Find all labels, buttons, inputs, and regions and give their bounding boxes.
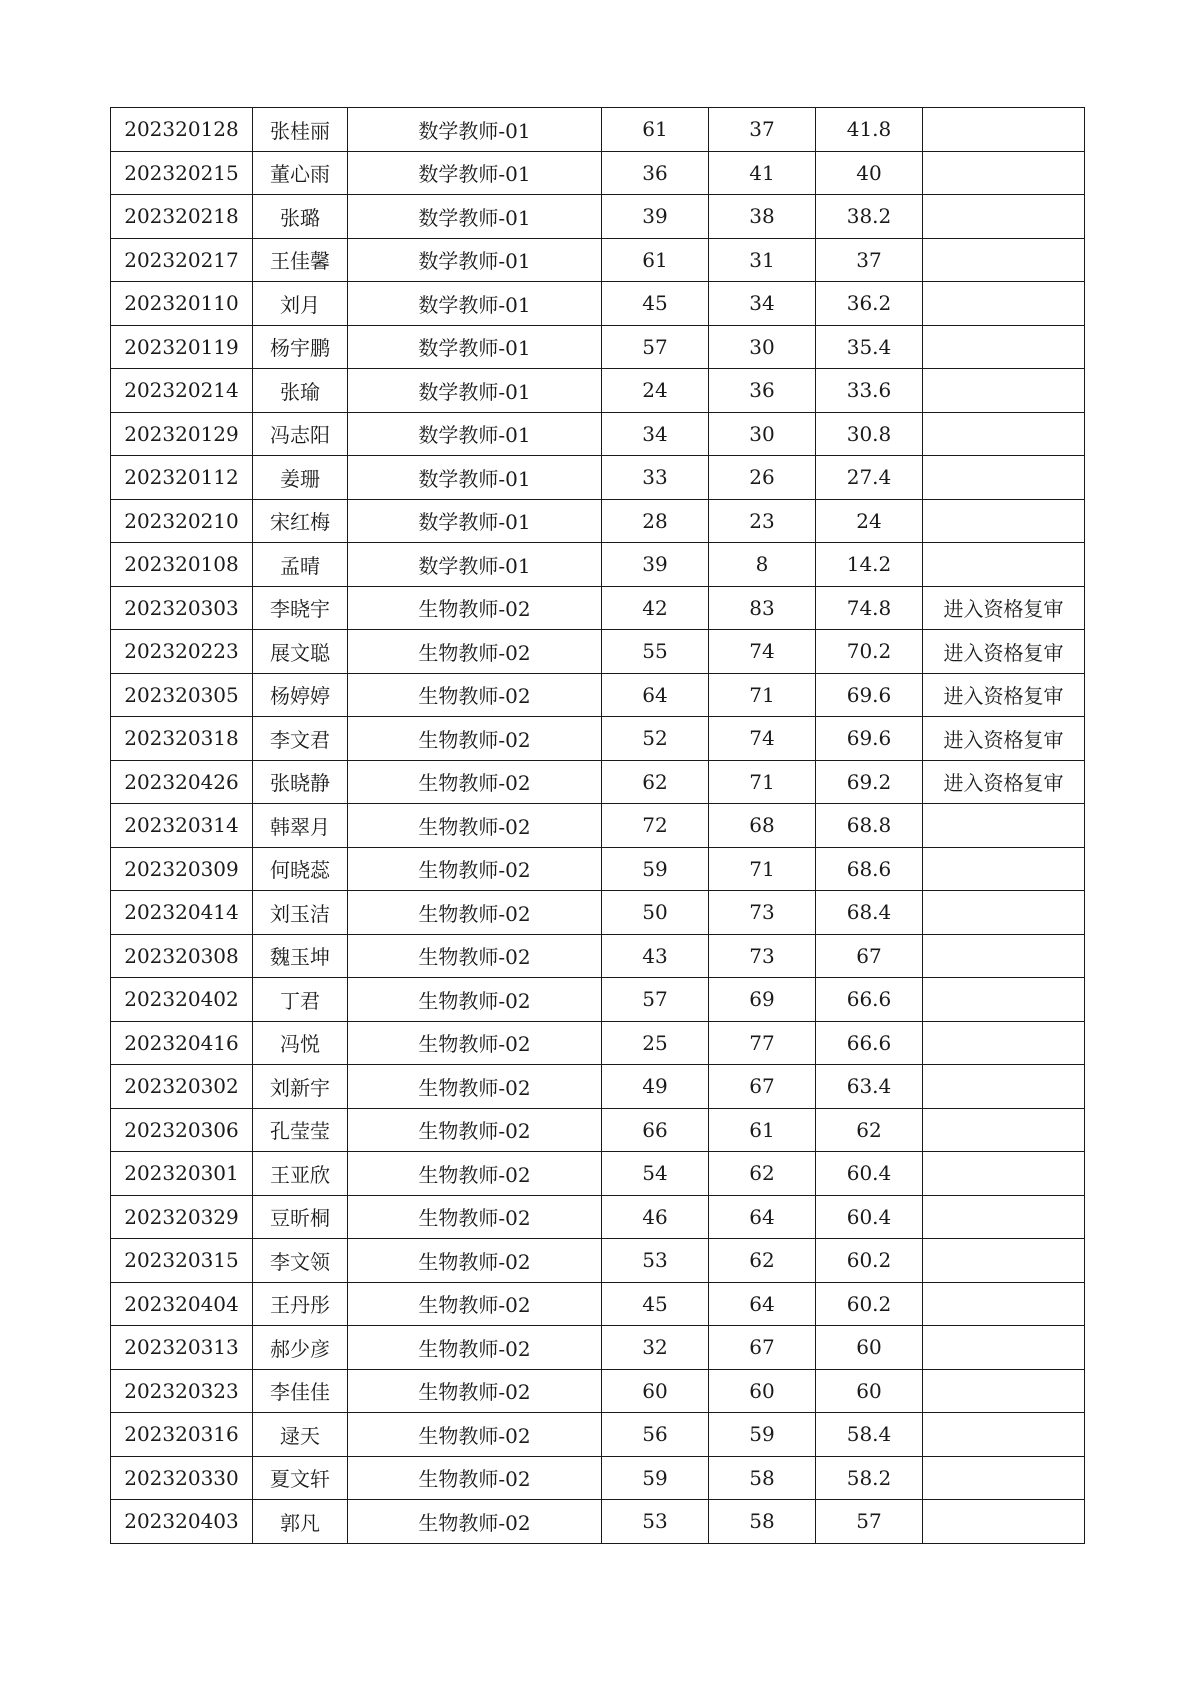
score-1-cell: 59 [602,1456,709,1500]
score-1-cell: 72 [602,804,709,848]
remark-cell [923,1195,1085,1239]
score-1-cell: 61 [602,108,709,152]
position-cell: 生物教师-02 [348,1239,602,1283]
candidate-id-cell: 202320414 [111,891,253,935]
candidate-id-cell: 202320313 [111,1326,253,1370]
candidate-name-cell: 张桂丽 [253,108,348,152]
candidate-id-cell: 202320316 [111,1413,253,1457]
table-row [111,1152,1085,1196]
candidate-id-cell: 202320329 [111,1195,253,1239]
candidate-id-cell: 202320306 [111,1108,253,1152]
total-score-cell: 60.2 [816,1239,923,1283]
score-1-cell: 52 [602,717,709,761]
candidate-name-cell: 李文君 [253,717,348,761]
score-1-cell: 28 [602,499,709,543]
total-score-cell: 69.6 [816,717,923,761]
candidate-id-cell: 202320314 [111,804,253,848]
table-row [111,891,1085,935]
candidate-id-cell: 202320303 [111,586,253,630]
table-row [111,499,1085,543]
table-row [111,1021,1085,1065]
candidate-id-cell: 202320330 [111,1456,253,1500]
score-1-cell: 43 [602,934,709,978]
score-2-cell: 61 [709,1108,816,1152]
candidate-name-cell: 王佳馨 [253,238,348,282]
score-2-cell: 59 [709,1413,816,1457]
position-cell: 数学教师-01 [348,282,602,326]
remark-cell [923,1413,1085,1457]
candidate-id-cell: 202320218 [111,195,253,239]
remark-cell [923,1021,1085,1065]
score-2-cell: 62 [709,1239,816,1283]
candidate-name-cell: 张璐 [253,195,348,239]
score-1-cell: 33 [602,456,709,500]
score-1-cell: 39 [602,543,709,587]
score-sheet [110,107,1084,1544]
candidate-id-cell: 202320309 [111,847,253,891]
score-table [110,107,1085,1544]
candidate-id-cell: 202320214 [111,369,253,413]
remark-cell [923,1152,1085,1196]
score-1-cell: 53 [602,1500,709,1544]
candidate-name-cell: 丁君 [253,978,348,1022]
candidate-id-cell: 202320129 [111,412,253,456]
candidate-id-cell: 202320110 [111,282,253,326]
score-2-cell: 74 [709,717,816,761]
total-score-cell: 63.4 [816,1065,923,1109]
candidate-name-cell: 王亚欣 [253,1152,348,1196]
score-2-cell: 67 [709,1326,816,1370]
candidate-name-cell: 王丹彤 [253,1282,348,1326]
candidate-id-cell: 202320403 [111,1500,253,1544]
remark-cell [923,847,1085,891]
table-row [111,717,1085,761]
table-row [111,760,1085,804]
table-row [111,1282,1085,1326]
candidate-id-cell: 202320402 [111,978,253,1022]
table-row [111,195,1085,239]
total-score-cell: 60.2 [816,1282,923,1326]
candidate-id-cell: 202320318 [111,717,253,761]
candidate-name-cell: 逯天 [253,1413,348,1457]
candidate-name-cell: 张晓静 [253,760,348,804]
score-1-cell: 32 [602,1326,709,1370]
table-row [111,1369,1085,1413]
total-score-cell: 62 [816,1108,923,1152]
candidate-id-cell: 202320215 [111,151,253,195]
position-cell: 数学教师-01 [348,238,602,282]
position-cell: 生物教师-02 [348,804,602,848]
total-score-cell: 68.8 [816,804,923,848]
total-score-cell: 37 [816,238,923,282]
total-score-cell: 68.4 [816,891,923,935]
score-2-cell: 83 [709,586,816,630]
position-cell: 生物教师-02 [348,1065,602,1109]
table-row [111,1500,1085,1544]
position-cell: 数学教师-01 [348,412,602,456]
candidate-name-cell: 杨宇鹏 [253,325,348,369]
candidate-id-cell: 202320416 [111,1021,253,1065]
candidate-id-cell: 202320108 [111,543,253,587]
score-1-cell: 64 [602,673,709,717]
candidate-id-cell: 202320210 [111,499,253,543]
score-1-cell: 61 [602,238,709,282]
table-row [111,325,1085,369]
remark-cell [923,1456,1085,1500]
candidate-id-cell: 202320301 [111,1152,253,1196]
score-2-cell: 69 [709,978,816,1022]
score-1-cell: 46 [602,1195,709,1239]
score-1-cell: 55 [602,630,709,674]
candidate-id-cell: 202320119 [111,325,253,369]
candidate-name-cell: 韩翠月 [253,804,348,848]
position-cell: 生物教师-02 [348,1021,602,1065]
position-cell: 生物教师-02 [348,1326,602,1370]
remark-cell [923,108,1085,152]
remark-cell: 进入资格复审 [923,630,1085,674]
candidate-name-cell: 李佳佳 [253,1369,348,1413]
remark-cell [923,151,1085,195]
total-score-cell: 57 [816,1500,923,1544]
score-2-cell: 37 [709,108,816,152]
remark-cell [923,238,1085,282]
remark-cell [923,1282,1085,1326]
score-2-cell: 23 [709,499,816,543]
total-score-cell: 66.6 [816,978,923,1022]
table-row [111,369,1085,413]
position-cell: 数学教师-01 [348,108,602,152]
position-cell: 生物教师-02 [348,847,602,891]
position-cell: 生物教师-02 [348,1282,602,1326]
score-1-cell: 56 [602,1413,709,1457]
position-cell: 生物教师-02 [348,891,602,935]
score-2-cell: 31 [709,238,816,282]
table-row [111,151,1085,195]
candidate-id-cell: 202320404 [111,1282,253,1326]
score-2-cell: 41 [709,151,816,195]
table-row [111,630,1085,674]
score-2-cell: 26 [709,456,816,500]
position-cell: 生物教师-02 [348,673,602,717]
table-row [111,412,1085,456]
remark-cell [923,499,1085,543]
score-1-cell: 34 [602,412,709,456]
candidate-id-cell: 202320112 [111,456,253,500]
candidate-name-cell: 豆昕桐 [253,1195,348,1239]
position-cell: 数学教师-01 [348,499,602,543]
total-score-cell: 24 [816,499,923,543]
candidate-name-cell: 魏玉坤 [253,934,348,978]
candidate-id-cell: 202320302 [111,1065,253,1109]
position-cell: 生物教师-02 [348,934,602,978]
table-row [111,1195,1085,1239]
score-2-cell: 34 [709,282,816,326]
candidate-id-cell: 202320217 [111,238,253,282]
score-2-cell: 71 [709,760,816,804]
total-score-cell: 70.2 [816,630,923,674]
table-row [111,847,1085,891]
score-2-cell: 73 [709,891,816,935]
score-1-cell: 45 [602,282,709,326]
candidate-name-cell: 李晓宇 [253,586,348,630]
score-1-cell: 42 [602,586,709,630]
table-row [111,1326,1085,1370]
score-1-cell: 66 [602,1108,709,1152]
total-score-cell: 69.2 [816,760,923,804]
total-score-cell: 58.4 [816,1413,923,1457]
remark-cell [923,1369,1085,1413]
candidate-id-cell: 202320323 [111,1369,253,1413]
score-2-cell: 58 [709,1456,816,1500]
remark-cell [923,1065,1085,1109]
total-score-cell: 30.8 [816,412,923,456]
position-cell: 数学教师-01 [348,543,602,587]
candidate-name-cell: 刘新宇 [253,1065,348,1109]
total-score-cell: 74.8 [816,586,923,630]
candidate-name-cell: 姜珊 [253,456,348,500]
remark-cell [923,1326,1085,1370]
candidate-id-cell: 202320305 [111,673,253,717]
total-score-cell: 68.6 [816,847,923,891]
total-score-cell: 69.6 [816,673,923,717]
candidate-name-cell: 宋红梅 [253,499,348,543]
score-2-cell: 58 [709,1500,816,1544]
score-1-cell: 59 [602,847,709,891]
score-2-cell: 64 [709,1195,816,1239]
score-1-cell: 36 [602,151,709,195]
candidate-id-cell: 202320128 [111,108,253,152]
score-1-cell: 62 [602,760,709,804]
total-score-cell: 36.2 [816,282,923,326]
remark-cell [923,891,1085,935]
position-cell: 生物教师-02 [348,1152,602,1196]
score-1-cell: 57 [602,325,709,369]
candidate-name-cell: 何晓蕊 [253,847,348,891]
total-score-cell: 35.4 [816,325,923,369]
table-row [111,934,1085,978]
score-2-cell: 74 [709,630,816,674]
table-row [111,1108,1085,1152]
position-cell: 生物教师-02 [348,586,602,630]
remark-cell [923,978,1085,1022]
total-score-cell: 60.4 [816,1152,923,1196]
position-cell: 生物教师-02 [348,1500,602,1544]
score-1-cell: 39 [602,195,709,239]
candidate-name-cell: 董心雨 [253,151,348,195]
candidate-name-cell: 孔莹莹 [253,1108,348,1152]
table-row [111,543,1085,587]
candidate-name-cell: 刘月 [253,282,348,326]
score-2-cell: 62 [709,1152,816,1196]
score-2-cell: 71 [709,847,816,891]
remark-cell [923,412,1085,456]
table-row [111,1239,1085,1283]
total-score-cell: 67 [816,934,923,978]
candidate-id-cell: 202320315 [111,1239,253,1283]
total-score-cell: 60 [816,1369,923,1413]
remark-cell: 进入资格复审 [923,673,1085,717]
position-cell: 数学教师-01 [348,151,602,195]
table-row [111,1413,1085,1457]
candidate-id-cell: 202320223 [111,630,253,674]
total-score-cell: 27.4 [816,456,923,500]
position-cell: 生物教师-02 [348,978,602,1022]
score-2-cell: 67 [709,1065,816,1109]
remark-cell [923,1239,1085,1283]
score-2-cell: 64 [709,1282,816,1326]
score-1-cell: 24 [602,369,709,413]
position-cell: 生物教师-02 [348,717,602,761]
total-score-cell: 40 [816,151,923,195]
position-cell: 数学教师-01 [348,195,602,239]
score-1-cell: 49 [602,1065,709,1109]
score-1-cell: 45 [602,1282,709,1326]
score-2-cell: 36 [709,369,816,413]
table-row [111,1456,1085,1500]
score-2-cell: 30 [709,325,816,369]
total-score-cell: 66.6 [816,1021,923,1065]
position-cell: 生物教师-02 [348,760,602,804]
score-1-cell: 60 [602,1369,709,1413]
table-row [111,1065,1085,1109]
score-2-cell: 77 [709,1021,816,1065]
total-score-cell: 33.6 [816,369,923,413]
total-score-cell: 60.4 [816,1195,923,1239]
remark-cell [923,282,1085,326]
position-cell: 生物教师-02 [348,1108,602,1152]
remark-cell [923,934,1085,978]
total-score-cell: 41.8 [816,108,923,152]
score-2-cell: 68 [709,804,816,848]
position-cell: 生物教师-02 [348,1195,602,1239]
candidate-name-cell: 张瑜 [253,369,348,413]
score-2-cell: 73 [709,934,816,978]
total-score-cell: 60 [816,1326,923,1370]
candidate-name-cell: 夏文轩 [253,1456,348,1500]
score-2-cell: 8 [709,543,816,587]
position-cell: 数学教师-01 [348,369,602,413]
remark-cell: 进入资格复审 [923,760,1085,804]
candidate-name-cell: 冯悦 [253,1021,348,1065]
remark-cell [923,1500,1085,1544]
position-cell: 数学教师-01 [348,456,602,500]
score-2-cell: 60 [709,1369,816,1413]
table-row [111,108,1085,152]
score-2-cell: 30 [709,412,816,456]
table-row [111,586,1085,630]
candidate-name-cell: 孟晴 [253,543,348,587]
position-cell: 数学教师-01 [348,325,602,369]
candidate-id-cell: 202320426 [111,760,253,804]
remark-cell [923,804,1085,848]
remark-cell: 进入资格复审 [923,586,1085,630]
candidate-id-cell: 202320308 [111,934,253,978]
candidate-name-cell: 杨婷婷 [253,673,348,717]
table-row [111,673,1085,717]
candidate-name-cell: 冯志阳 [253,412,348,456]
table-row [111,456,1085,500]
score-1-cell: 50 [602,891,709,935]
remark-cell: 进入资格复审 [923,717,1085,761]
table-row [111,282,1085,326]
score-2-cell: 38 [709,195,816,239]
score-1-cell: 54 [602,1152,709,1196]
remark-cell [923,1108,1085,1152]
position-cell: 生物教师-02 [348,630,602,674]
score-2-cell: 71 [709,673,816,717]
table-row [111,978,1085,1022]
position-cell: 生物教师-02 [348,1413,602,1457]
position-cell: 生物教师-02 [348,1456,602,1500]
score-1-cell: 53 [602,1239,709,1283]
total-score-cell: 38.2 [816,195,923,239]
score-1-cell: 57 [602,978,709,1022]
candidate-name-cell: 李文领 [253,1239,348,1283]
remark-cell [923,195,1085,239]
total-score-cell: 58.2 [816,1456,923,1500]
total-score-cell: 14.2 [816,543,923,587]
candidate-name-cell: 展文聪 [253,630,348,674]
table-row [111,238,1085,282]
remark-cell [923,325,1085,369]
remark-cell [923,456,1085,500]
candidate-name-cell: 郝少彦 [253,1326,348,1370]
candidate-name-cell: 郭凡 [253,1500,348,1544]
score-table-body [111,108,1085,1544]
score-1-cell: 25 [602,1021,709,1065]
remark-cell [923,543,1085,587]
position-cell: 生物教师-02 [348,1369,602,1413]
table-row [111,804,1085,848]
remark-cell [923,369,1085,413]
candidate-name-cell: 刘玉洁 [253,891,348,935]
